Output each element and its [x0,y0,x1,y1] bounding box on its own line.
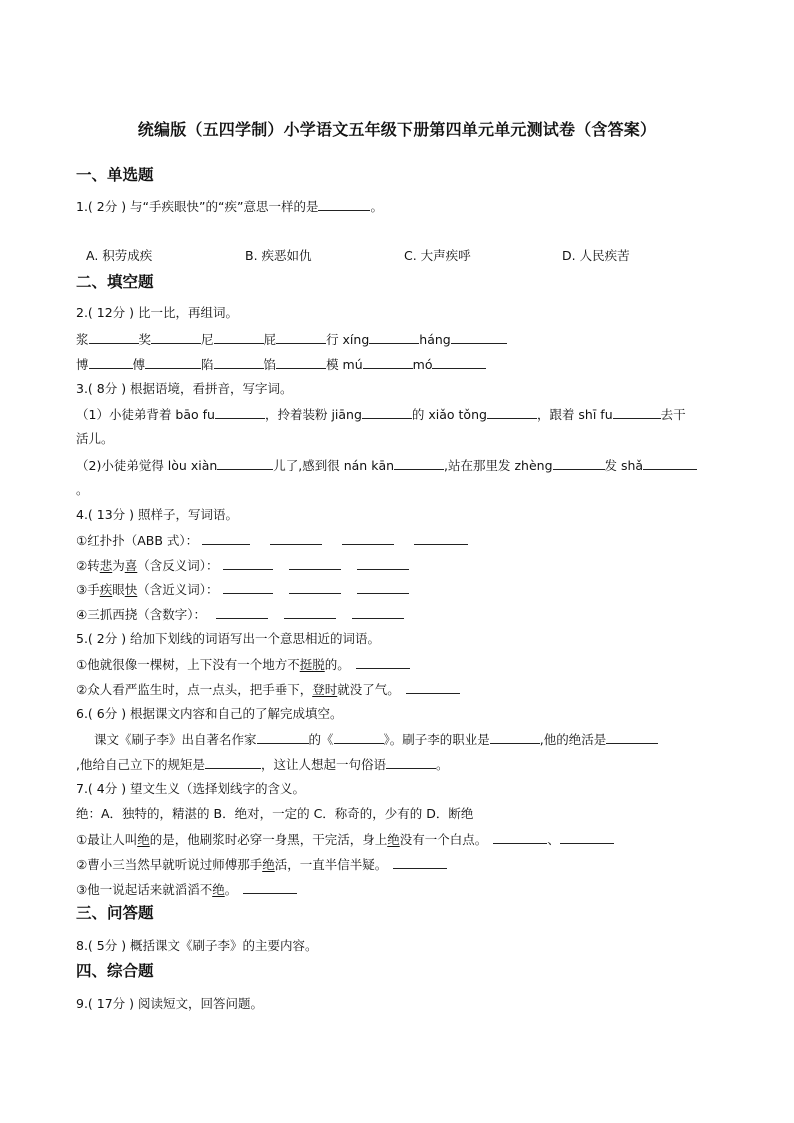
text: （含近义词）： [137,582,219,597]
answer-blank [451,329,507,344]
answer-blank [289,579,341,594]
text: 没有一个白点。 [399,832,488,847]
question-8: 8.( 5分 ) 概括课文《刷子李》的主要内容。 [76,938,318,953]
answer-blank [243,879,297,894]
question-9: 9.( 17分 ) 阅读短文，回答问题。 [76,996,264,1011]
answer-blank [493,829,547,844]
char: 浆 [76,332,89,347]
answer-blank [89,329,139,344]
char: 模 mú [326,357,363,372]
text: 。 [436,757,449,772]
answer-blank [560,829,614,844]
q1-end: 。 [370,199,383,214]
question-2: 2.( 12分 ) 比一比，再组词。 [76,305,239,320]
q6-line-2 [76,754,449,773]
answer-blank [394,455,444,470]
char: 奖 [138,332,152,347]
q7-definitions: 绝：A．独特的，精湛的 B．绝对，一定的 C．称奇的，少有的 D．断绝 [76,806,474,821]
answer-blank [362,404,412,419]
char: háng [419,332,451,347]
q1-option-b: B. 疾恶如仇 [245,248,312,263]
answer-blank [284,604,336,619]
text: ，这让人想起一句俗语 [260,757,386,772]
answer-blank [223,579,273,594]
underlined-word: 挺脱 [299,657,325,672]
q3-line-2: 活儿。 [76,431,114,446]
text: ①红扑扑（ABB 式）： [76,533,199,548]
underlined-char: 绝 [137,832,150,847]
answer-blank [357,579,409,594]
answer-blank [432,354,486,369]
q3-line-4: 。 [76,482,89,497]
text: ③手 [76,582,100,597]
char: 陷 [201,357,214,372]
question-3: 3.( 8分 ) 根据语境，看拼音，写字词。 [76,381,293,396]
answer-blank [369,329,419,344]
answer-blank [202,530,250,545]
text: 为 [112,558,125,573]
char: 傅 [132,357,146,372]
answer-blank [613,404,661,419]
answer-blank [406,679,460,694]
answer-blank [270,530,322,545]
text: （2)小徒弟觉得 lòu xiàn [76,458,218,473]
char: 尼 [201,332,214,347]
underlined-char: 绝 [212,882,225,897]
answer-blank [145,354,201,369]
answer-blank [386,754,436,769]
section-heading-qa: 三、问答题 [76,904,154,922]
underlined-char: 疾 [99,582,113,597]
q4-item-b [76,555,409,574]
answer-blank [357,555,409,570]
answer-blank [643,455,697,470]
answer-blank [414,530,468,545]
q5-item-b [76,679,460,698]
q5-item-a [76,654,410,673]
answer-blank [352,604,404,619]
answer-blank [215,404,265,419]
q7-item-a [76,829,614,848]
text: ②曹小三当然早就听说过师傅那手 [76,857,263,872]
text: ②众人看严监生时，点一点头，把手垂下， [76,682,313,697]
text: 去干 [660,407,686,422]
answer-blank [318,196,370,211]
text: ①他就很像一棵树，上下没有一个地方不 [76,657,300,672]
text: ，拎着装粉 jiāng [264,407,362,422]
text: 儿了,感到很 nán kān [273,458,395,473]
answer-blank [553,455,605,470]
text: 的。 [324,657,350,672]
text: ，跟着 shī fu [536,407,613,422]
text: 的《 [308,732,334,747]
answer-blank [289,555,341,570]
text: 的 xiǎo tǒng [411,407,487,422]
q2-row-1 [76,329,507,348]
q3-line-1 [76,404,686,423]
char: 馅 [263,357,277,372]
question-1 [76,196,383,215]
text: ②转 [76,558,100,573]
q2-row-2 [76,354,486,373]
answer-blank [490,729,540,744]
text: 活，一直半信半疑。 [274,857,388,872]
section-heading-comprehensive: 四、综合题 [76,962,154,980]
q1-option-c: C. 大声疾呼 [404,248,471,263]
answer-blank [342,530,394,545]
q3-line-3 [76,455,697,474]
text: ,他的绝活是 [539,732,607,747]
answer-blank [217,455,273,470]
answer-blank [363,354,413,369]
text: ③他一说起话来就滔滔不 [76,882,213,897]
answer-blank [214,354,264,369]
text: （1）小徒弟背着 bāo fu [76,407,215,422]
text: （含反义词）： [137,558,219,573]
answer-blank [276,354,326,369]
answer-blank [214,329,264,344]
q7-item-c [76,879,297,898]
q1-stem: 1.( 2分 ) 与“手疾眼快”的“疾”意思一样的是 [76,199,319,214]
q6-line-1 [94,729,658,748]
page-title: 统编版（五四学制）小学语文五年级下册第四单元单元测试卷（含答案） [137,120,657,139]
text: ,他给自己立下的规矩是 [76,757,205,772]
underlined-char: 快 [124,582,138,597]
text: 发 shǎ [604,458,644,473]
char: 博 [76,357,89,372]
answer-blank [393,854,447,869]
answer-blank [334,729,384,744]
q4-item-a [76,530,468,549]
q4-item-d [76,604,404,623]
text: 》。刷子李的职业是 [383,732,490,747]
text: ④三抓西挠（含数字）： [76,607,206,622]
char: 行 xíng [326,332,370,347]
text: 课文《刷子李》出自著名作家 [94,732,257,747]
char: mó [412,357,433,372]
underlined-word: 登时 [312,682,338,697]
answer-blank [89,354,133,369]
answer-blank [151,329,201,344]
text: ,站在那里发 zhèng [444,458,553,473]
underlined-char: 绝 [262,857,275,872]
q1-option-a: A. 积劳成疾 [86,248,153,263]
underlined-char: 悲 [99,558,113,573]
text: 。 [224,882,238,897]
text: ①最让人叫 [76,832,138,847]
answer-blank [276,329,326,344]
section-heading-fill-blank: 二、填空题 [76,273,154,291]
text: 的是，他刷浆时必穿一身黑，干完活，身上 [149,832,388,847]
q4-item-c [76,579,409,598]
answer-blank [606,729,658,744]
question-7: 7.( 4分 ) 望文生义（选择划线字的含义。 [76,781,306,796]
section-heading-single-choice: 一、单选题 [76,166,154,184]
underlined-char: 喜 [124,558,138,573]
answer-blank [257,729,309,744]
text: 眼 [112,582,125,597]
question-4: 4.( 13分 ) 照样子，写词语。 [76,507,239,522]
underlined-char: 绝 [387,832,400,847]
question-5: 5.( 2分 ) 给加下划线的词语写出一个意思相近的词语。 [76,631,381,646]
q7-item-b [76,854,447,873]
answer-blank [487,404,537,419]
answer-blank [223,555,273,570]
separator: 、 [547,832,560,847]
answer-blank [216,604,268,619]
answer-blank [356,654,410,669]
text: 就没了气。 [337,682,400,697]
question-6: 6.( 6分 ) 根据课文内容和自己的了解完成填空。 [76,706,343,721]
char: 屁 [263,332,277,347]
answer-blank [205,754,261,769]
q1-option-d: D. 人民疾苦 [562,248,630,263]
